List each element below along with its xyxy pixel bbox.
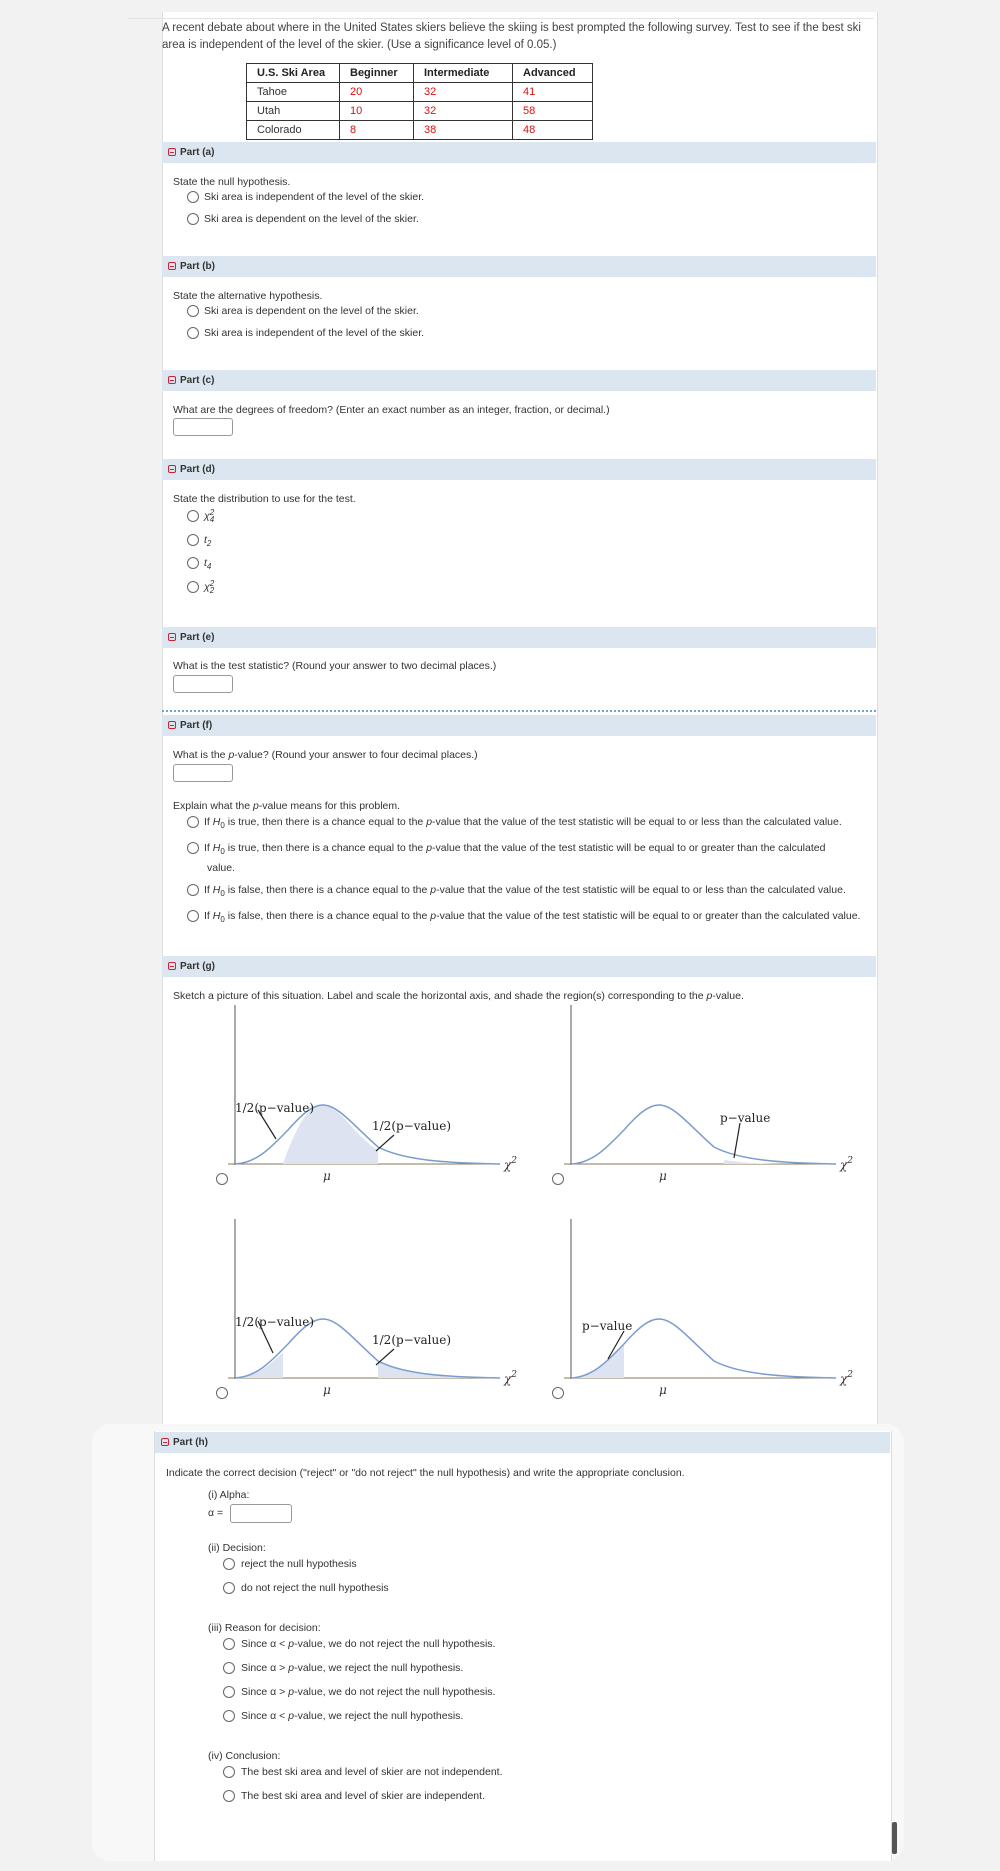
table-cell: 8 xyxy=(340,121,414,140)
question-text: State the null hypothesis. xyxy=(173,176,291,188)
option-label: If $H_0$ is true, then there is a chance equal to the p-value that the value of the test statistic will be equal to or greater than the calculated xyxy=(204,842,826,857)
graph-label: p−value xyxy=(720,1111,771,1125)
table-cell-area: Tahoe xyxy=(247,83,340,102)
option-label: If $H_0$ is true, then there is a chance equal to the p-value that the value of the test statistic will be equal to or less than the calculated value. xyxy=(204,816,842,831)
part-title: Part (f) xyxy=(180,720,213,731)
intro-text: A recent debate about where in the United States skiers believe the skiing is best prompted the following survey. Test to see if the best ski area is independent of the level of the skier. (Use a significance level of 0.05.) xyxy=(162,22,861,51)
graph-two-tail-center xyxy=(228,1005,528,1183)
mu-label: μ xyxy=(659,1169,667,1183)
graph-right-tail xyxy=(564,1005,864,1183)
radio-button[interactable] xyxy=(187,534,199,546)
option-label: Since α > p-value, we do not reject the null hypothesis. xyxy=(241,1686,496,1698)
option-label: Since α > p-value, we reject the null hypothesis. xyxy=(241,1662,464,1674)
option-t-2: $t_2$ xyxy=(204,534,212,549)
part-title: Part (b) xyxy=(180,261,215,272)
option-label: The best ski area and level of skier are not independent. xyxy=(241,1766,503,1778)
question-text: What are the degrees of freedom? (Enter an exact number as an integer, fraction, or decimal.) xyxy=(173,404,610,416)
mu-label: μ xyxy=(659,1383,667,1397)
top-divider xyxy=(128,12,874,19)
alpha-symbol: α = xyxy=(208,1507,224,1519)
p-value-input[interactable] xyxy=(173,764,233,782)
option-label: Since α < p-value, we do not reject the null hypothesis. xyxy=(241,1638,496,1650)
option-label: If $H_0$ is false, then there is a chance equal to the p-value that the value of the test statistic will be equal to or less than the calculated value. xyxy=(204,884,846,899)
mu-label: μ xyxy=(323,1383,331,1397)
option-label: do not reject the null hypothesis xyxy=(241,1582,389,1594)
part-a-header[interactable] xyxy=(162,142,876,163)
graph-label: p−value xyxy=(582,1319,633,1333)
option-label: Ski area is independent of the level of the skier. xyxy=(204,191,425,203)
axis-label: $\chi^2$ xyxy=(504,1370,518,1386)
part-f-header[interactable] xyxy=(162,715,876,736)
question-text: Explain what the p-value means for this problem. xyxy=(173,800,401,812)
option-chi-square-4: χ 2 4 xyxy=(204,508,215,524)
radio-button[interactable] xyxy=(223,1582,235,1594)
radio-button[interactable] xyxy=(216,1387,228,1399)
part-d-header[interactable] xyxy=(162,459,876,480)
radio-button[interactable] xyxy=(187,510,199,522)
part-title: Part (g) xyxy=(180,961,215,972)
part-title: Part (a) xyxy=(180,147,215,158)
question-text: Indicate the correct decision ("reject" or "do not reject" the null hypothesis) and write the appropriate conclusion. xyxy=(166,1467,685,1479)
radio-button[interactable] xyxy=(223,1638,235,1650)
part-c-header[interactable] xyxy=(162,370,876,391)
table-header: Beginner xyxy=(340,64,414,83)
conclusion-label: (iv) Conclusion: xyxy=(208,1750,281,1762)
option-label: The best ski area and level of skier are independent. xyxy=(241,1790,485,1802)
radio-button[interactable] xyxy=(552,1387,564,1399)
table-header: Advanced xyxy=(513,64,593,83)
option-label: reject the null hypothesis xyxy=(241,1558,357,1570)
graph-two-tail xyxy=(228,1219,528,1397)
part-title: Part (d) xyxy=(180,464,215,475)
table-cell: 32 xyxy=(414,102,513,121)
radio-button[interactable] xyxy=(223,1558,235,1570)
graph-label: 1/2(p−value) xyxy=(372,1119,452,1133)
part-e-header[interactable] xyxy=(162,627,876,648)
mu-label: μ xyxy=(323,1169,331,1183)
graph-left-tail xyxy=(564,1219,864,1397)
radio-button[interactable] xyxy=(187,842,199,854)
decision-label: (ii) Decision: xyxy=(208,1542,266,1554)
graph-label: 1/2(p−value) xyxy=(235,1101,315,1115)
radio-button[interactable] xyxy=(187,910,199,922)
collapse-icon[interactable] xyxy=(168,721,176,729)
table-cell: 41 xyxy=(513,83,593,102)
part-b-header[interactable] xyxy=(162,256,876,277)
collapse-icon[interactable] xyxy=(168,633,176,641)
table-cell: 20 xyxy=(340,83,414,102)
collapse-icon[interactable] xyxy=(168,262,176,270)
axis-label: $\chi^2$ xyxy=(840,1370,854,1386)
radio-button[interactable] xyxy=(187,191,199,203)
test-statistic-input[interactable] xyxy=(173,675,233,693)
table-cell: 10 xyxy=(340,102,414,121)
option-chi-square-2: χ 2 2 xyxy=(204,579,215,595)
axis-label: $\chi^2$ xyxy=(840,1156,854,1172)
radio-button[interactable] xyxy=(552,1173,564,1185)
table-cell: 32 xyxy=(414,83,513,102)
radio-button[interactable] xyxy=(223,1790,235,1802)
collapse-icon[interactable] xyxy=(168,376,176,384)
radio-button[interactable] xyxy=(216,1173,228,1185)
table-header-row xyxy=(247,64,593,83)
part-title: Part (c) xyxy=(180,375,215,386)
table-cell-area: Colorado xyxy=(247,121,340,140)
table-row xyxy=(247,83,593,102)
option-label: Ski area is independent of the level of the skier. xyxy=(204,327,425,339)
radio-button[interactable] xyxy=(187,884,199,896)
radio-button[interactable] xyxy=(187,327,199,339)
radio-button[interactable] xyxy=(187,557,199,569)
dotted-divider xyxy=(162,710,876,712)
alpha-input[interactable] xyxy=(230,1504,292,1523)
radio-button[interactable] xyxy=(187,581,199,593)
reason-label: (iii) Reason for decision: xyxy=(208,1622,321,1634)
part-title: Part (h) xyxy=(173,1437,208,1448)
table-cell: 38 xyxy=(414,121,513,140)
question-text: What is the test statistic? (Round your answer to two decimal places.) xyxy=(173,660,497,672)
question-text: Sketch a picture of this situation. Label and scale the horizontal axis, and shade the region(s) corresponding to the p-value. xyxy=(173,990,744,1002)
option-label-continued: value. xyxy=(207,862,236,874)
option-label: Ski area is dependent on the level of the skier. xyxy=(204,213,419,225)
ski-survey-table xyxy=(246,63,593,140)
collapse-icon[interactable] xyxy=(161,1438,169,1446)
table-header: U.S. Ski Area xyxy=(247,64,340,83)
scrollbar-thumb[interactable] xyxy=(892,1822,897,1854)
radio-button[interactable] xyxy=(187,213,199,225)
part-g-header[interactable] xyxy=(162,956,876,977)
radio-button[interactable] xyxy=(187,816,199,828)
radio-button[interactable] xyxy=(223,1766,235,1778)
radio-button[interactable] xyxy=(223,1686,235,1698)
collapse-icon[interactable] xyxy=(168,148,176,156)
question-text: What is the p-value? (Round your answer to four decimal places.) xyxy=(173,749,478,761)
radio-button[interactable] xyxy=(187,305,199,317)
table-row xyxy=(247,121,593,140)
part-h-header[interactable] xyxy=(155,1432,890,1453)
question-text: State the distribution to use for the test. xyxy=(173,493,356,505)
graph-label: 1/2(p−value) xyxy=(235,1315,315,1329)
option-label: Since α < p-value, we reject the null hypothesis. xyxy=(241,1710,464,1722)
option-label: Ski area is dependent on the level of the skier. xyxy=(204,305,419,317)
part-title: Part (e) xyxy=(180,632,215,643)
table-header: Intermediate xyxy=(414,64,513,83)
degrees-of-freedom-input[interactable] xyxy=(173,418,233,436)
radio-button[interactable] xyxy=(223,1710,235,1722)
axis-label: $\chi^2$ xyxy=(504,1156,518,1172)
table-cell-area: Utah xyxy=(247,102,340,121)
collapse-icon[interactable] xyxy=(168,962,176,970)
table-cell: 48 xyxy=(513,121,593,140)
table-cell: 58 xyxy=(513,102,593,121)
option-t-4: $t_4$ xyxy=(204,557,212,572)
radio-button[interactable] xyxy=(223,1662,235,1674)
collapse-icon[interactable] xyxy=(168,465,176,473)
option-label: If $H_0$ is false, then there is a chance equal to the p-value that the value of the test statistic will be equal to or greater than the calculated value. xyxy=(204,910,861,925)
graph-label: 1/2(p−value) xyxy=(372,1333,452,1347)
alpha-label: (i) Alpha: xyxy=(208,1489,250,1501)
table-row xyxy=(247,102,593,121)
question-text: State the alternative hypothesis. xyxy=(173,290,323,302)
